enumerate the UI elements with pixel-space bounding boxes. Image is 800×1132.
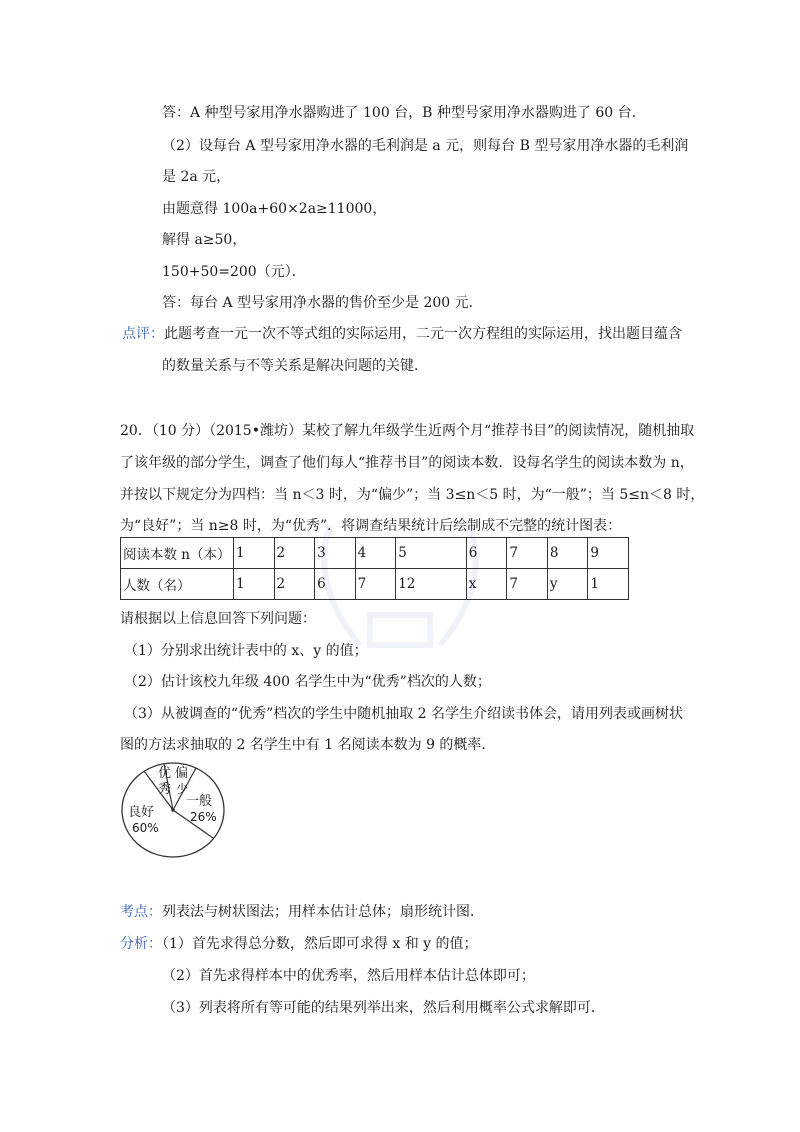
answer-count: 答：A 种型号家用净水器购进了 100 台，B 种型号家用净水器购进了 60 台．	[162, 105, 646, 121]
equation-1: 由题意得 100a+60×2a≥11000，	[162, 201, 387, 217]
question-line4: 为“良好”；当 n≥8 时，为“优秀”．将调查结果统计后绘制成不完整的统计图表：	[120, 518, 622, 534]
table-cell: 2	[274, 538, 315, 569]
question-line2: 了该年级的部分学生，调查了他们每人“推荐书目”的阅读本数．设每名学生的阅读本数为 n，	[120, 455, 694, 471]
comment-label: 点评：	[122, 326, 164, 342]
table-header-books: 阅读本数 n（本）	[121, 538, 234, 569]
subq-intro: 请根据以上信息回答下列问题：	[120, 611, 316, 627]
subq-2: （2）估计该校九年级 400 名学生中为“优秀”档次的人数；	[124, 674, 491, 690]
subq-1: （1）分别求出统计表中的 x、y 的值；	[124, 643, 368, 659]
table-cell: 4	[355, 538, 396, 569]
table-header-count: 人数（名）	[121, 569, 234, 600]
table-cell: 9	[588, 538, 629, 569]
fenxi-line2: （2）首先求得样本中的优秀率，然后用样本估计总体即可；	[162, 968, 535, 984]
table-cell: 1	[234, 569, 275, 600]
fenxi-label: 分析：	[120, 936, 162, 952]
pie-label-lianghao: 良好	[128, 805, 155, 820]
table-cell: y	[547, 569, 588, 600]
pie-label-yiban-pct: 26%	[190, 810, 217, 824]
table-cell: 1	[588, 569, 629, 600]
pie-center-dot	[171, 808, 175, 812]
question-line3: 并按以下规定分为四档：当 n＜3 时，为“偏少”；当 3≤n＜5 时，为“一般”；当 5≤n＜8 时，	[120, 487, 705, 503]
table-cell: 1	[234, 538, 275, 569]
pie-label-lianghao-pct: 60%	[132, 821, 159, 835]
fenxi-line3: （3）列表将所有等可能的结果列举出来，然后利用概率公式求解即可．	[162, 1000, 605, 1016]
part2-line2: 是 2a 元，	[162, 169, 231, 185]
table-row-count	[121, 569, 629, 600]
fenxi-line1	[120, 934, 478, 954]
kaodian-text: 列表法与树状图法；用样本估计总体；扇形统计图．	[162, 904, 484, 920]
pie-chart	[118, 760, 228, 860]
table-cell: 2	[274, 569, 315, 600]
pie-label-yiban: 一般	[186, 794, 213, 809]
reading-stats-table	[120, 537, 629, 600]
pie-label-pianshao-1: 偏	[175, 766, 189, 781]
table-cell: 6	[315, 569, 356, 600]
equation-2: 解得 a≥50，	[162, 232, 247, 248]
subq-3-line2: 图的方法求抽取的 2 名学生中有 1 名阅读本数为 9 的概率．	[120, 737, 496, 753]
table-cell: 7	[507, 569, 548, 600]
kaodian-line	[120, 902, 484, 922]
comment-text: 此题考查一元一次不等式组的实际运用，二元一次方程组的实际运用，找出题目蕴含	[164, 326, 682, 342]
table-row-books	[121, 538, 629, 569]
pie-label-youxiu-2: 秀	[158, 782, 172, 797]
part2-line1: （2）设每台 A 型号家用净水器的毛利润是 a 元，则每台 B 型号家用净水器的毛利润	[162, 138, 689, 154]
equation-3: 150+50=200（元）．	[162, 264, 306, 280]
table-cell: x	[466, 569, 507, 600]
comment-line1	[122, 324, 682, 344]
question-line1: 20．（10 分）（2015•潍坊）某校了解九年级学生近两个月“推荐书目”的阅读情况，随机抽取	[120, 423, 695, 439]
table-cell: 5	[396, 538, 467, 569]
kaodian-label: 考点：	[120, 904, 162, 920]
subq-3-line1: （3）从被调查的“优秀”档次的学生中随机抽取 2 名学生介绍读书体会，请用列表或画树状	[124, 706, 684, 722]
answer-price: 答：每台 A 型号家用净水器的售价至少是 200 元．	[162, 295, 483, 311]
table-cell: 7	[507, 538, 548, 569]
pie-label-pianshao-2: 少	[176, 782, 189, 796]
table-cell: 8	[547, 538, 588, 569]
fenxi-text-1: （1）首先求得总分数，然后即可求得 x 和 y 的值；	[162, 936, 478, 952]
table-cell: 12	[396, 569, 467, 600]
table-cell: 7	[355, 569, 396, 600]
pie-label-youxiu-1: 优	[158, 766, 172, 781]
table-cell: 3	[315, 538, 356, 569]
table-cell: 6	[466, 538, 507, 569]
comment-line2: 的数量关系与不等关系是解决问题的关键．	[162, 358, 428, 374]
